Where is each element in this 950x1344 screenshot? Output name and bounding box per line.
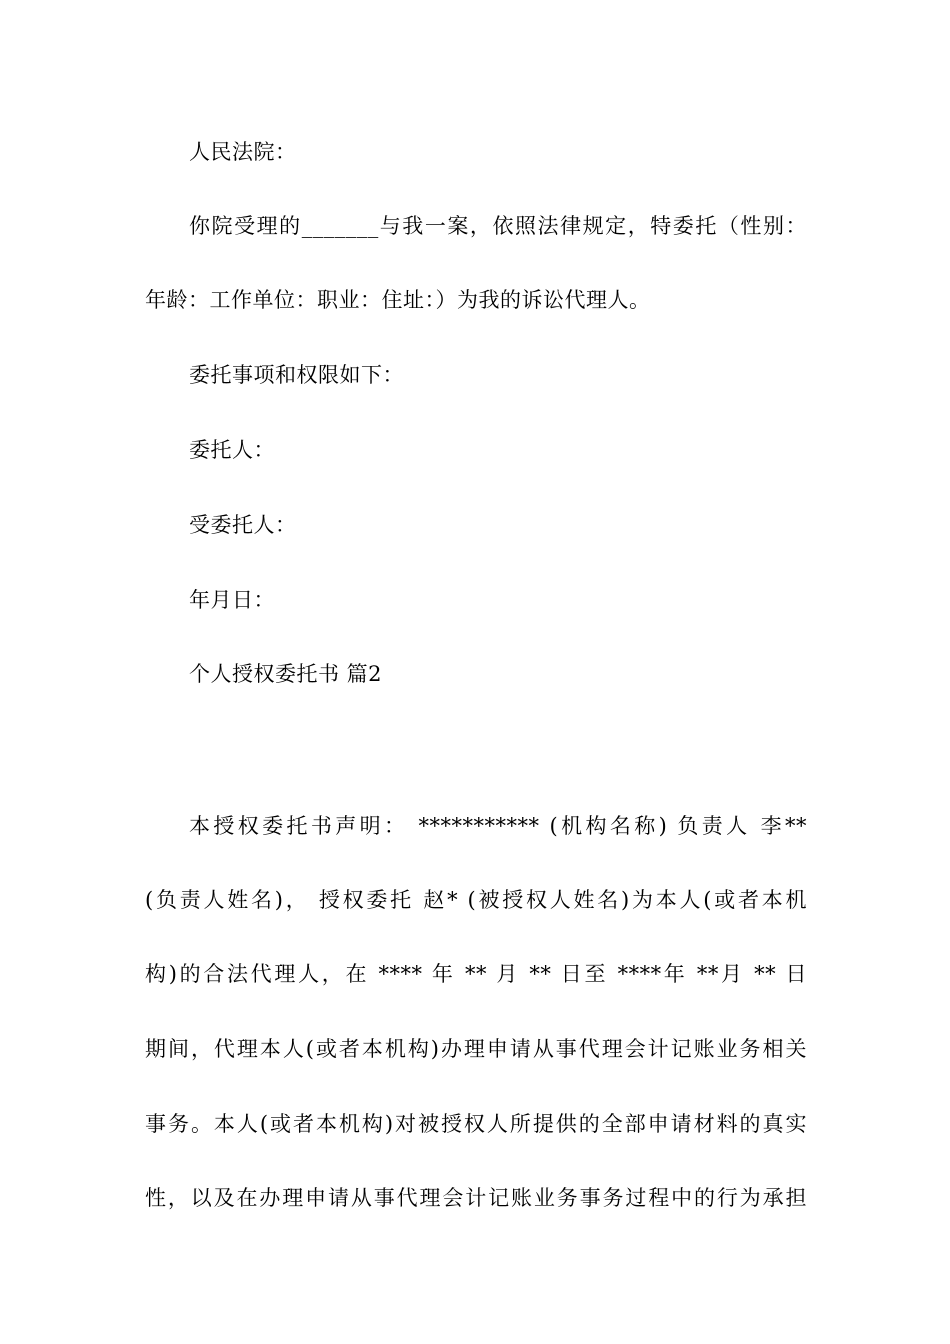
paragraph-text: 事务。本人(或者本机构)对被授权人所提供的全部申请材料的真实 (145, 1112, 807, 1136)
paragraph-text: 期间，代理本人(或者本机构)办理申请从事代理会计记账业务相关 (145, 1037, 807, 1061)
paragraph-text: 你院受理的_______与我一案，依照法律规定，特委托（性别： (189, 214, 807, 238)
signature-field-label: 受委托人： (189, 513, 297, 537)
paragraph-text: 构)的合法代理人，在 **** 年 ** 月 ** 日至 ****年 **月 ** 日 (145, 962, 807, 986)
date-field-label: 年月日： (189, 588, 275, 612)
paragraph-text: 本授权委托书声明： *********** (机构名称) 负责人 李** (189, 814, 807, 838)
paragraph-text: 委托事项和权限如下： (189, 363, 404, 387)
section-title: 个人授权委托书 篇2 (189, 662, 383, 686)
paragraph-text: 年龄：工作单位：职业：住址：）为我的诉讼代理人。 (145, 288, 651, 312)
court-heading: 人民法院： (189, 140, 297, 164)
paragraph-text: 性，以及在办理申请从事代理会计记账业务事务过程中的行为承担 (145, 1186, 807, 1210)
paragraph-text: (负责人姓名)， 授权委托 赵* (被授权人姓名)为本人(或者本机 (145, 888, 807, 912)
signature-field-label: 委托人： (189, 438, 275, 462)
